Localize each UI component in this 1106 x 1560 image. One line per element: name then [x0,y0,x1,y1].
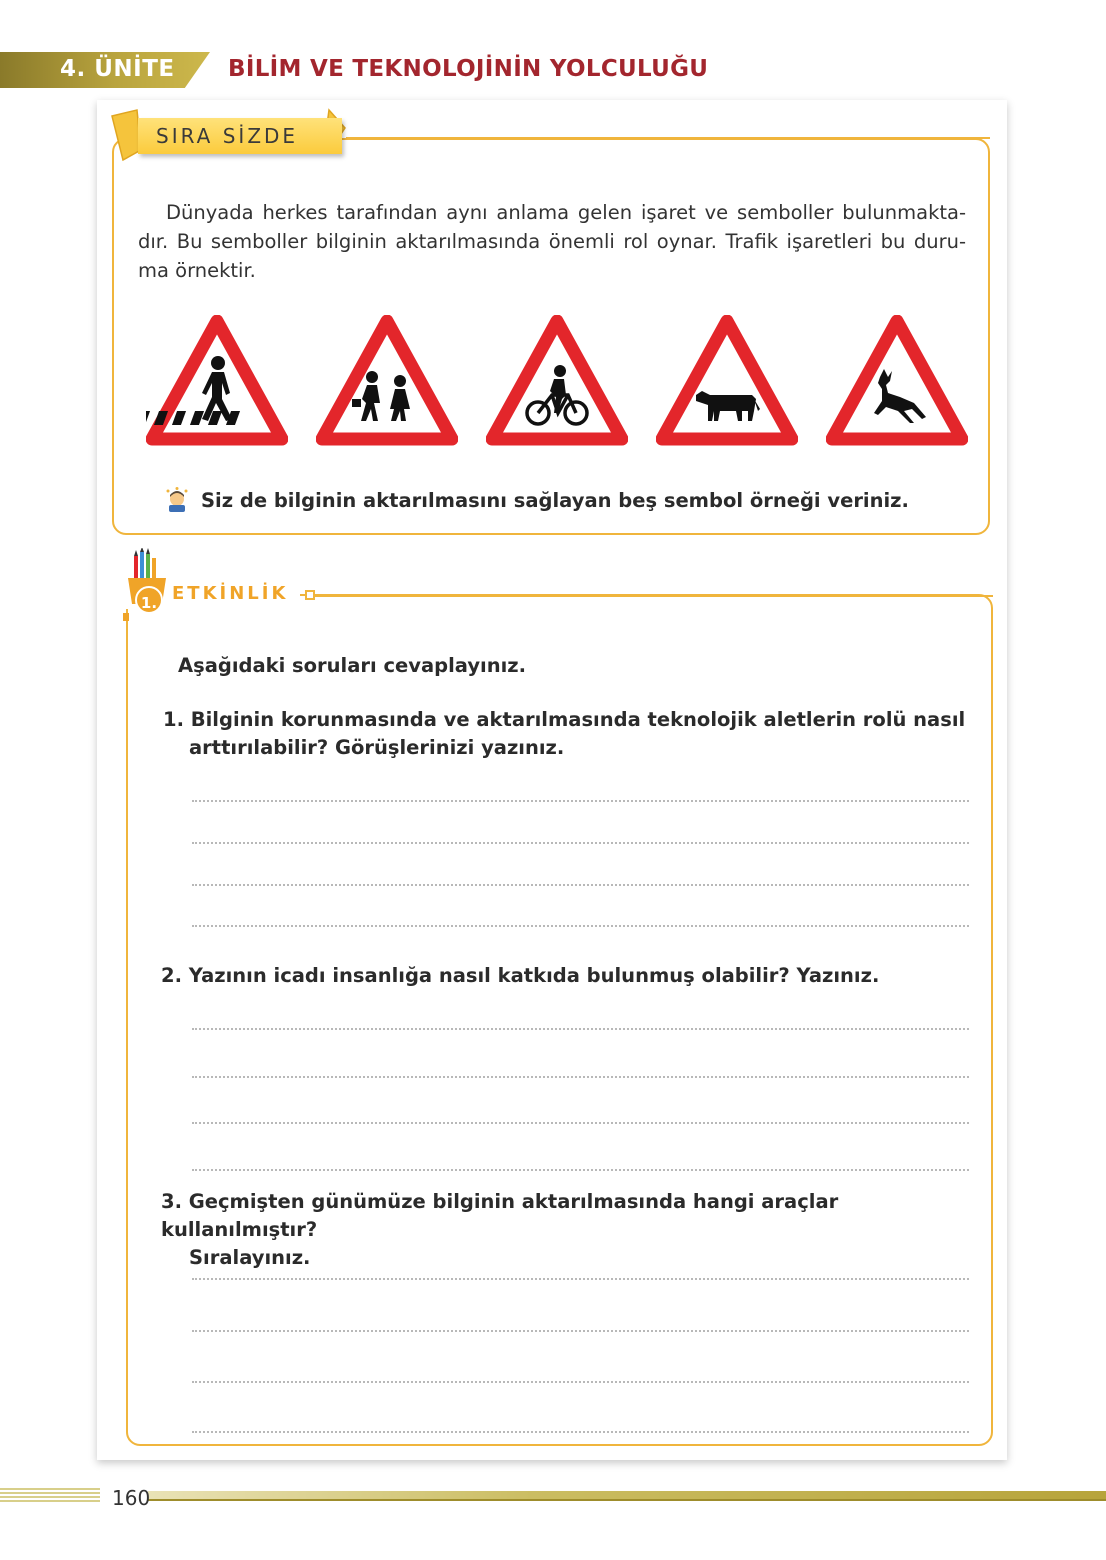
question-1-line: arttırılabilir? Görüşlerinizi yazınız. [189,736,565,759]
question-1-line: 1. Bilginin korunmasında ve aktarılmasında teknolojik aletlerin rolü nasıl [163,708,966,731]
intro-paragraph [138,198,966,285]
answer-line[interactable] [192,884,969,886]
question-1 [163,706,969,762]
etkinlik-number: 1. [140,594,158,612]
etkinlik-label: ETKİNLİK [172,583,289,604]
answer-line[interactable] [192,1330,969,1332]
answer-line[interactable] [192,1278,969,1280]
answer-line[interactable] [192,925,969,927]
cyclist-sign-icon [486,315,628,447]
etkinlik-left-marker [123,613,129,621]
sira-sizde-label: SIRA SİZDE [156,124,299,148]
etkinlik-instruction: Aşağıdaki soruları cevaplayınız. [178,654,527,677]
wild-animal-sign-icon [826,315,968,447]
footer-bar-line [148,1499,1106,1501]
sira-sizde-task: Siz de bilginin aktarılmasını sağlayan beş sembol örneği veriniz. [201,489,909,512]
etkinlik-marker [305,590,315,600]
intro-line: Dünyada herkes tarafından aynı anlama gelen işaret ve semboller bulunmakta- [166,201,966,224]
traffic-signs [140,315,970,450]
intro-line: ma örnektir. [138,259,256,282]
answer-line[interactable] [192,800,969,802]
chapter-title: BİLİM VE TEKNOLOJİNİN YOLCULUĞU [228,56,709,82]
footer-stripes [0,1488,100,1504]
children-crossing-sign-icon [316,315,458,447]
page-number: 160 [112,1486,151,1510]
answer-line[interactable] [192,1028,969,1030]
answer-line[interactable] [192,842,969,844]
cattle-crossing-sign-icon [656,315,798,447]
intro-line: dır. Bu semboller bilginin aktarılmasında önemli rol oynar. Trafik işaretleri bu duru- [138,230,966,253]
answer-line[interactable] [192,1381,969,1383]
pedestrian-crossing-sign-icon [146,315,288,447]
question-3 [161,1188,969,1272]
answer-line[interactable] [192,1431,969,1433]
etkinlik-header-line [312,595,993,597]
thinking-student-icon [164,487,190,513]
unit-label: 4. ÜNİTE [60,56,175,82]
answer-line[interactable] [192,1122,969,1124]
question-2: 2. Yazının icadı insanlığa nasıl katkıda bulunmuş olabilir? Yazınız. [161,964,880,987]
answer-line[interactable] [192,1169,969,1171]
question-3-line: 3. Geçmişten günümüze bilginin aktarılmasında hangi araçlar kullanılmıştır? [161,1190,839,1241]
question-3-line: Sıralayınız. [189,1246,311,1269]
banner-line [346,137,990,139]
answer-line[interactable] [192,1076,969,1078]
